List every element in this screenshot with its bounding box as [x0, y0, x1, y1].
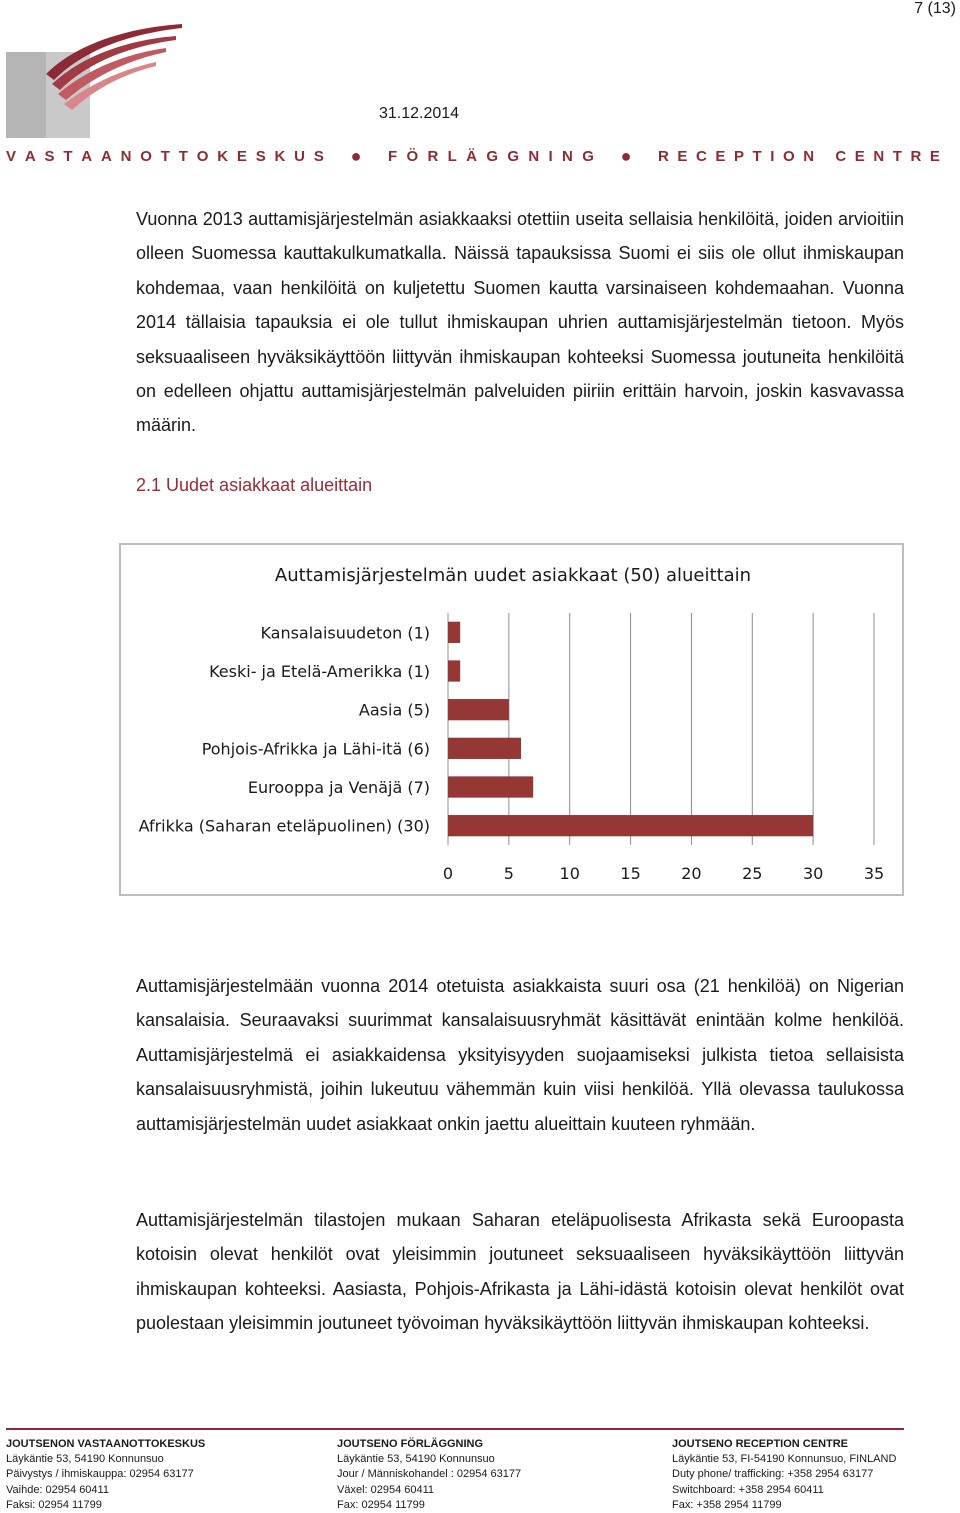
x-tick-label: 25 [742, 864, 763, 883]
banner-letter: V [6, 147, 17, 165]
chart-title: Auttamisjärjestelmän uudet asiakkaat (50) alueittain [274, 565, 752, 586]
banner-separator-dot: ● [350, 145, 362, 166]
paragraph-nationalities: Auttamisjärjestelmään vuonna 2014 otetuista asiakkaista suuri osa (21 henkilöä) on Nigerian kansalaisia. Seuraavaksi suurimmat kansalaisuusryhmät käsittävät enintään kolme henkilöä. Auttamisjärjestelmä ei asiakkaidensa yksityisyyden suojaamiseksi julkista tietoa sellaisista kansalaisuusryhmistä, joihin lukeutuu vähemmän kuin viisi henkilöä. Yllä olevassa taulukossa auttamisjärjestelmän uudet asiakkaat onkin jaettu alueittain kuuteen ryhmään. [136, 976, 904, 1134]
banner-letter: G [582, 147, 594, 165]
logo-block [6, 52, 46, 138]
banner-letter: E [236, 147, 247, 165]
x-tick-label: 15 [620, 864, 641, 883]
banner-letter: I [548, 147, 553, 165]
bar [448, 738, 521, 759]
bar [448, 776, 533, 797]
x-tick-label: 30 [802, 864, 824, 883]
banner-letter: S [255, 147, 266, 165]
banner-letter: G [507, 147, 520, 165]
footer-title: JOUTSENO RECEPTION CENTRE [672, 1438, 849, 1450]
banner-letter: Ä [466, 147, 478, 165]
banner-letter: U [294, 147, 306, 165]
footer-line: Läykäntie 53, 54190 Konnunsuo [337, 1453, 495, 1466]
footer-column-fi [6, 1437, 205, 1513]
banner-letter: Ö [406, 147, 419, 165]
footer-line: Fax: 02954 11799 [337, 1498, 425, 1511]
banner-letter: L [447, 147, 457, 165]
footer-column-sv [337, 1437, 521, 1513]
x-tick-label: 5 [503, 864, 514, 883]
footer-line: Switchboard: +358 2954 60411 [672, 1483, 824, 1496]
footer-line: Läykäntie 53, FI-54190 Konnunsuo, FINLAND [672, 1453, 897, 1466]
footer-line: Duty phone/ trafficking: +358 2954 63177 [672, 1468, 874, 1481]
banner-letter: E [677, 147, 688, 165]
footer-line: Faksi: 02954 11799 [6, 1498, 102, 1511]
banner-text-left [6, 148, 324, 165]
footer-line: Växel: 02954 60411 [337, 1483, 435, 1496]
organization-banner [6, 146, 940, 166]
bar [448, 660, 460, 681]
category-label: Eurooppa ja Venäjä (7) [247, 778, 430, 797]
banner-letter [823, 148, 827, 165]
bar-chart-canvas [121, 545, 902, 894]
banner-letter: E [929, 147, 940, 165]
banner-letter: R [658, 147, 669, 165]
paragraph-intro: Vuonna 2013 auttamisjärjestelmän asiakkaaksi otettiin useita sellaisia henkilöitä, joiden arvioitiin olleen Suomessa kauttakulkumatkalla. Näissä tapauksissa Suomi ei siis ole ollut ihmiskaupan kohdemaa, vaan henkilöitä on kuljetettu Suomen kautta varsinaiseen kohdemaahan. Vuonna 2014 tällaisia tapauksia ei ole tullut ihmiskaupan uhrien auttamisjärjestelmän tietoon. Myös seksuaaliseen hyväksikäyttöön liittyvän ihmiskaupan kohteeksi Suomessa joutuneita henkilöitä on edelleen ohjattu auttamisjärjestelmän palveluiden piiriin erittäin harvoin, joskin kasvavassa määrin. [136, 209, 904, 436]
banner-text-middle [388, 148, 594, 165]
footer-line: Vaihde: 02954 60411 [6, 1483, 109, 1496]
banner-letter: C [835, 147, 847, 165]
banner-letter: O [783, 147, 795, 165]
banner-letter: E [854, 147, 865, 165]
banner-letter: T [752, 147, 762, 165]
banner-letter: N [528, 147, 540, 165]
paragraph-exploitation: Auttamisjärjestelmän tilastojen mukaan Saharan eteläpuolisesta Afrikasta sekä Euroopasta kotoisin olevat henkilöt ovat yleisimmin joutuneet seksuaaliseen hyväksikäyttöön liittyvän ihmiskaupan kohteeksi. Aasiasta, Pohjois-Afrikasta ja Lähi-idästä kotoisin olevat henkilöt ovat puolestaan yleisimmin joutuneet työvoiman hyväksikäyttöön liittyvän ihmiskaupan kohteeksi. [136, 1210, 904, 1334]
category-label: Kansalaisuudeton (1) [260, 623, 430, 643]
banner-letter: N [873, 147, 885, 165]
footer-title: JOUTSENO FÖRLÄGGNING [337, 1438, 484, 1450]
x-tick-label: 0 [442, 864, 454, 883]
category-label: Keski- ja Etelä-Amerikka (1) [209, 662, 430, 681]
x-tick-label: 10 [559, 864, 580, 883]
bar [448, 622, 460, 643]
footer-line: Läykäntie 53, 54190 Konnunsuo [6, 1453, 164, 1466]
banner-letter: S [313, 147, 324, 165]
banner-letter: G [486, 147, 499, 165]
bar-chart [119, 543, 904, 896]
banner-letter: N [562, 147, 573, 165]
footer-line: Jour / Människohandel : 02954 63177 [337, 1468, 522, 1481]
banner-letter: N [120, 147, 132, 165]
category-label: Aasia (5) [358, 700, 430, 720]
banner-letter: P [733, 147, 744, 165]
category-label: Pohjois-Afrikka ja Lähi-itä (6) [201, 739, 430, 759]
banner-separator-dot: ● [620, 145, 632, 166]
banner-letter: A [100, 147, 112, 165]
banner-letter: R [910, 147, 922, 165]
footer-title: JOUTSENON VASTAANOTTOKESKUS [6, 1438, 206, 1450]
banner-letter: T [892, 147, 902, 165]
banner-letter: K [217, 147, 229, 165]
x-tick-label: 20 [681, 864, 702, 883]
banner-letter: O [196, 147, 209, 165]
document-date: 31.12.2014 [379, 105, 460, 122]
organization-logo [6, 22, 186, 138]
banner-letter: O [140, 147, 152, 165]
category-label: Afrikka (Saharan eteläpuolinen) (30) [138, 816, 430, 836]
bar [448, 699, 509, 720]
banner-letter: T [160, 147, 170, 165]
page-number: 7 (13) [914, 0, 956, 17]
banner-letter: T [178, 147, 188, 165]
footer-line: Päivystys / ihmiskauppa: 02954 63177 [6, 1468, 194, 1481]
banner-letter: K [274, 147, 286, 165]
section-heading: 2.1 Uudet asiakkaat alueittain [136, 475, 373, 495]
footer-divider [6, 1428, 904, 1430]
banner-letter: S [44, 147, 55, 165]
banner-letter: A [81, 147, 93, 165]
banner-letter: R [427, 147, 439, 165]
footer-line: Fax: +358 2954 11799 [672, 1498, 782, 1511]
banner-letter: N [803, 147, 815, 165]
banner-letter: F [388, 147, 398, 165]
banner-letter: E [715, 147, 726, 165]
banner-text-right [658, 148, 940, 165]
banner-letter: T [63, 147, 73, 165]
banner-letter: A [24, 147, 36, 165]
banner-letter: I [770, 147, 775, 165]
x-tick-label: 35 [863, 864, 885, 883]
banner-letter: C [695, 147, 707, 165]
footer-column-en [672, 1437, 896, 1513]
bar [448, 815, 813, 836]
